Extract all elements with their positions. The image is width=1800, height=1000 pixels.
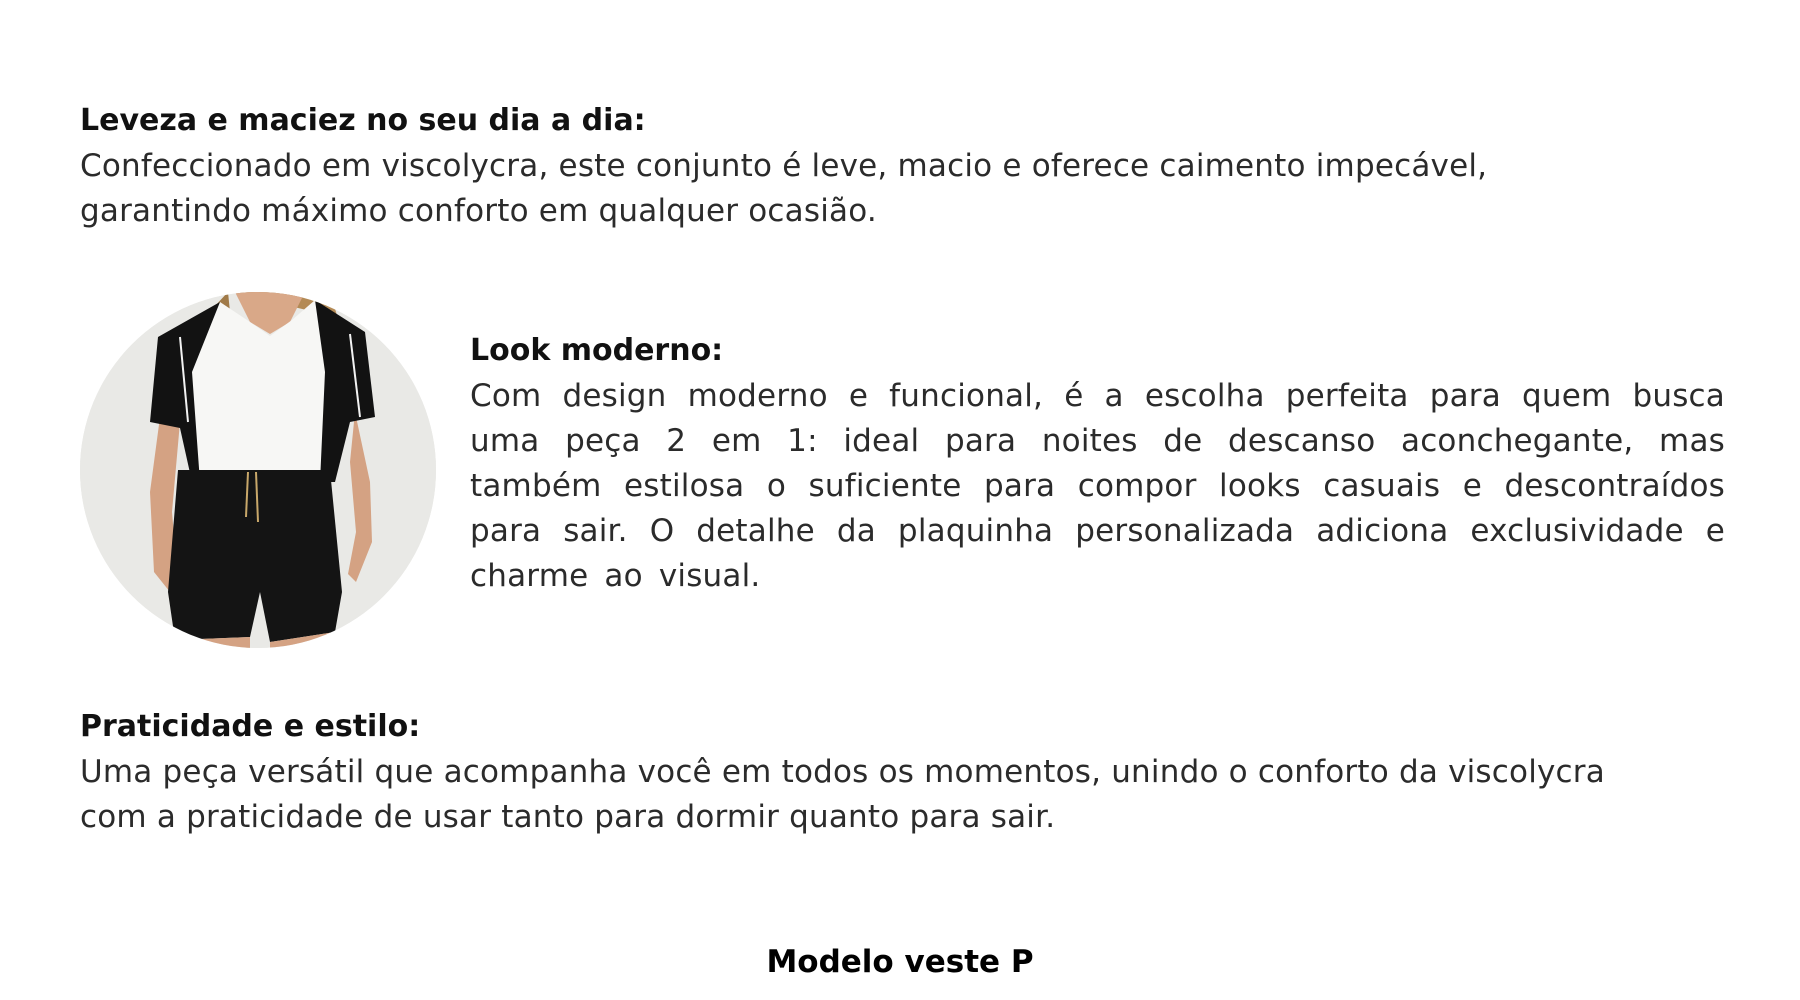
section-heading: Leveza e maciez no seu dia a dia:	[80, 103, 646, 138]
section-body: Confeccionado em viscolycra, este conjunto é leve, macio e oferece caimento impecável, garantindo máximo conforto em qualquer ocasião.	[80, 148, 1488, 229]
section-heading: Look moderno:	[470, 333, 724, 368]
section-leveza	[80, 98, 1640, 234]
model-size-note: Modelo veste P	[766, 944, 1034, 980]
section-praticidade	[80, 704, 1640, 840]
section-look-moderno	[80, 292, 1725, 652]
product-photo	[80, 292, 436, 648]
section-body: Com design moderno e funcional, é a escolha perfeita para quem busca uma peça 2 em 1: ideal para noites de descanso aconchegante, mas também estilosa o suficiente para compor looks casuais e descontraídos para sair. O detalhe da plaquinha personalizada adiciona exclusividade e charme ao visual.	[470, 378, 1725, 594]
section-body: Uma peça versátil que acompanha você em todos os momentos, unindo o conforto da viscolycra com a praticidade de usar tanto para dormir quanto para sair.	[80, 754, 1605, 835]
section-heading: Praticidade e estilo:	[80, 709, 421, 744]
